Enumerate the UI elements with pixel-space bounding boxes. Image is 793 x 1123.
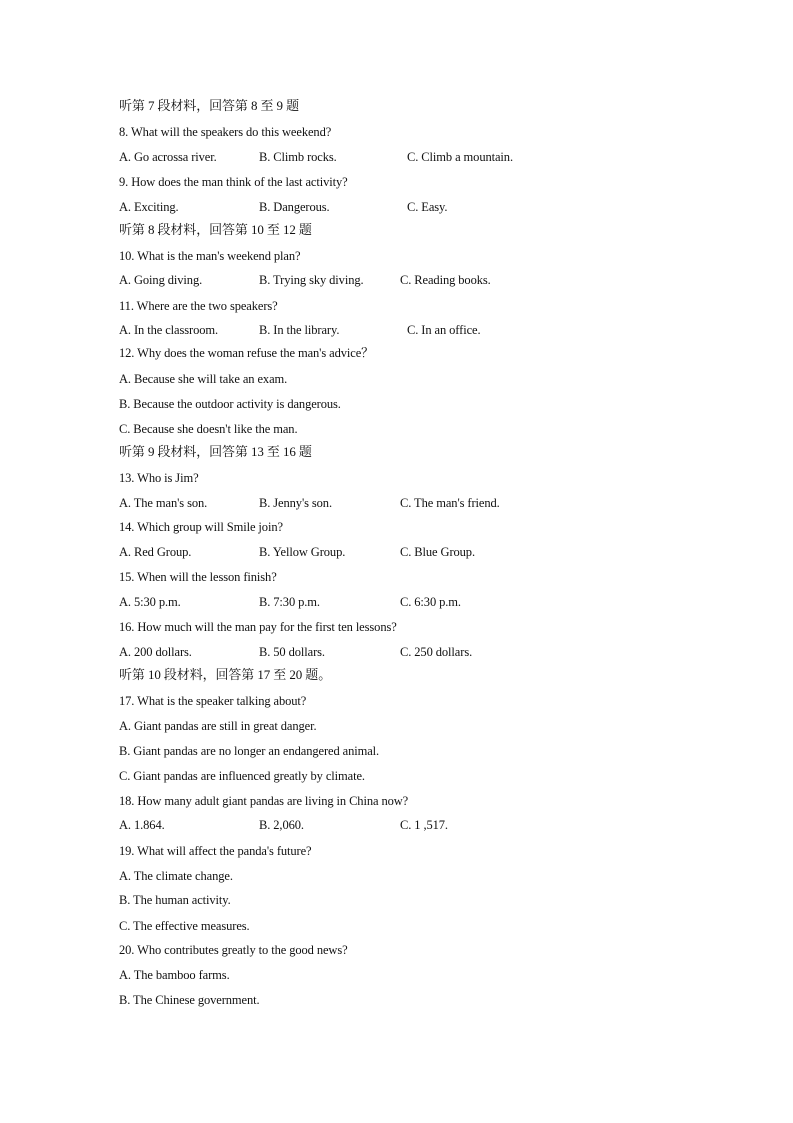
section-header: 听第 10 段材料，回答第 17 至 20 题。 bbox=[119, 667, 332, 682]
question-text: 10. What is the man's weekend plan? bbox=[119, 249, 301, 263]
option-b: B. Giant pandas are no longer an endangered animal. bbox=[119, 744, 380, 758]
option-b: B. 7:30 p.m. bbox=[259, 595, 320, 609]
option-c: C. Because she doesn't like the man. bbox=[119, 422, 298, 436]
option-c: C. Reading books. bbox=[400, 273, 491, 287]
question-text: 12. Why does the woman refuse the man's advice？ bbox=[119, 346, 374, 360]
question-text: 11. Where are the two speakers? bbox=[119, 299, 278, 313]
question-text: 20. Who contributes greatly to the good news? bbox=[119, 943, 348, 957]
question-text: 14. Which group will Smile join? bbox=[119, 520, 283, 534]
section-header: 听第 9 段材料，回答第 13 至 16 题 bbox=[119, 444, 312, 459]
option-c: C. 250 dollars. bbox=[400, 645, 473, 659]
option-c: C. Blue Group. bbox=[400, 545, 475, 559]
option-c: C. Climb a mountain. bbox=[407, 150, 513, 164]
question-text: 18. How many adult giant pandas are living in China now? bbox=[119, 794, 409, 808]
option-b: B. Yellow Group. bbox=[259, 545, 346, 559]
option-c: C. 1 ,517. bbox=[400, 818, 448, 832]
option-b: B. The human activity. bbox=[119, 893, 231, 907]
option-a: A. Exciting. bbox=[119, 200, 179, 214]
option-a: A. Giant pandas are still in great danger. bbox=[119, 719, 317, 733]
question-text: 19. What will affect the panda's future? bbox=[119, 844, 312, 858]
section-header: 听第 8 段材料，回答第 10 至 12 题 bbox=[119, 222, 312, 237]
option-b: B. Trying sky diving. bbox=[259, 273, 364, 287]
option-b: B. In the library. bbox=[259, 323, 340, 337]
question-text: 8. What will the speakers do this weekend? bbox=[119, 125, 332, 139]
option-a: A. Red Group. bbox=[119, 545, 192, 559]
option-c: C. Giant pandas are influenced greatly by climate. bbox=[119, 769, 365, 783]
option-b: B. Because the outdoor activity is dangerous. bbox=[119, 397, 341, 411]
option-b: B. 50 dollars. bbox=[259, 645, 325, 659]
option-b: B. Climb rocks. bbox=[259, 150, 337, 164]
section-header: 听第 7 段材料，回答第 8 至 9 题 bbox=[119, 98, 300, 113]
option-b: B. Dangerous. bbox=[259, 200, 330, 214]
option-b: B. 2,060. bbox=[259, 818, 304, 832]
option-b: B. The Chinese government. bbox=[119, 993, 260, 1007]
option-a: A. 5:30 p.m. bbox=[119, 595, 181, 609]
question-text: 16. How much will the man pay for the first ten lessons? bbox=[119, 620, 397, 634]
option-c: C. In an office. bbox=[407, 323, 481, 337]
option-a: A. Go acrossa river. bbox=[119, 150, 217, 164]
option-a: A. The climate change. bbox=[119, 869, 233, 883]
question-text: 9. How does the man think of the last activity? bbox=[119, 175, 348, 189]
question-text: 15. When will the lesson finish? bbox=[119, 570, 277, 584]
option-a: A. Going diving. bbox=[119, 273, 203, 287]
option-a: A. The bamboo farms. bbox=[119, 968, 230, 982]
option-c: C. The effective measures. bbox=[119, 919, 250, 933]
question-text: 17. What is the speaker talking about? bbox=[119, 694, 307, 708]
question-text: 13. Who is Jim? bbox=[119, 471, 199, 485]
option-a: A. 200 dollars. bbox=[119, 645, 192, 659]
option-a: A. Because she will take an exam. bbox=[119, 372, 288, 386]
option-b: B. Jenny's son. bbox=[259, 496, 332, 510]
option-c: C. 6:30 p.m. bbox=[400, 595, 461, 609]
option-a: A. The man's son. bbox=[119, 496, 208, 510]
option-a: A. 1.864. bbox=[119, 818, 165, 832]
option-c: C. Easy. bbox=[407, 200, 448, 214]
option-c: C. The man's friend. bbox=[400, 496, 500, 510]
option-a: A. In the classroom. bbox=[119, 323, 219, 337]
